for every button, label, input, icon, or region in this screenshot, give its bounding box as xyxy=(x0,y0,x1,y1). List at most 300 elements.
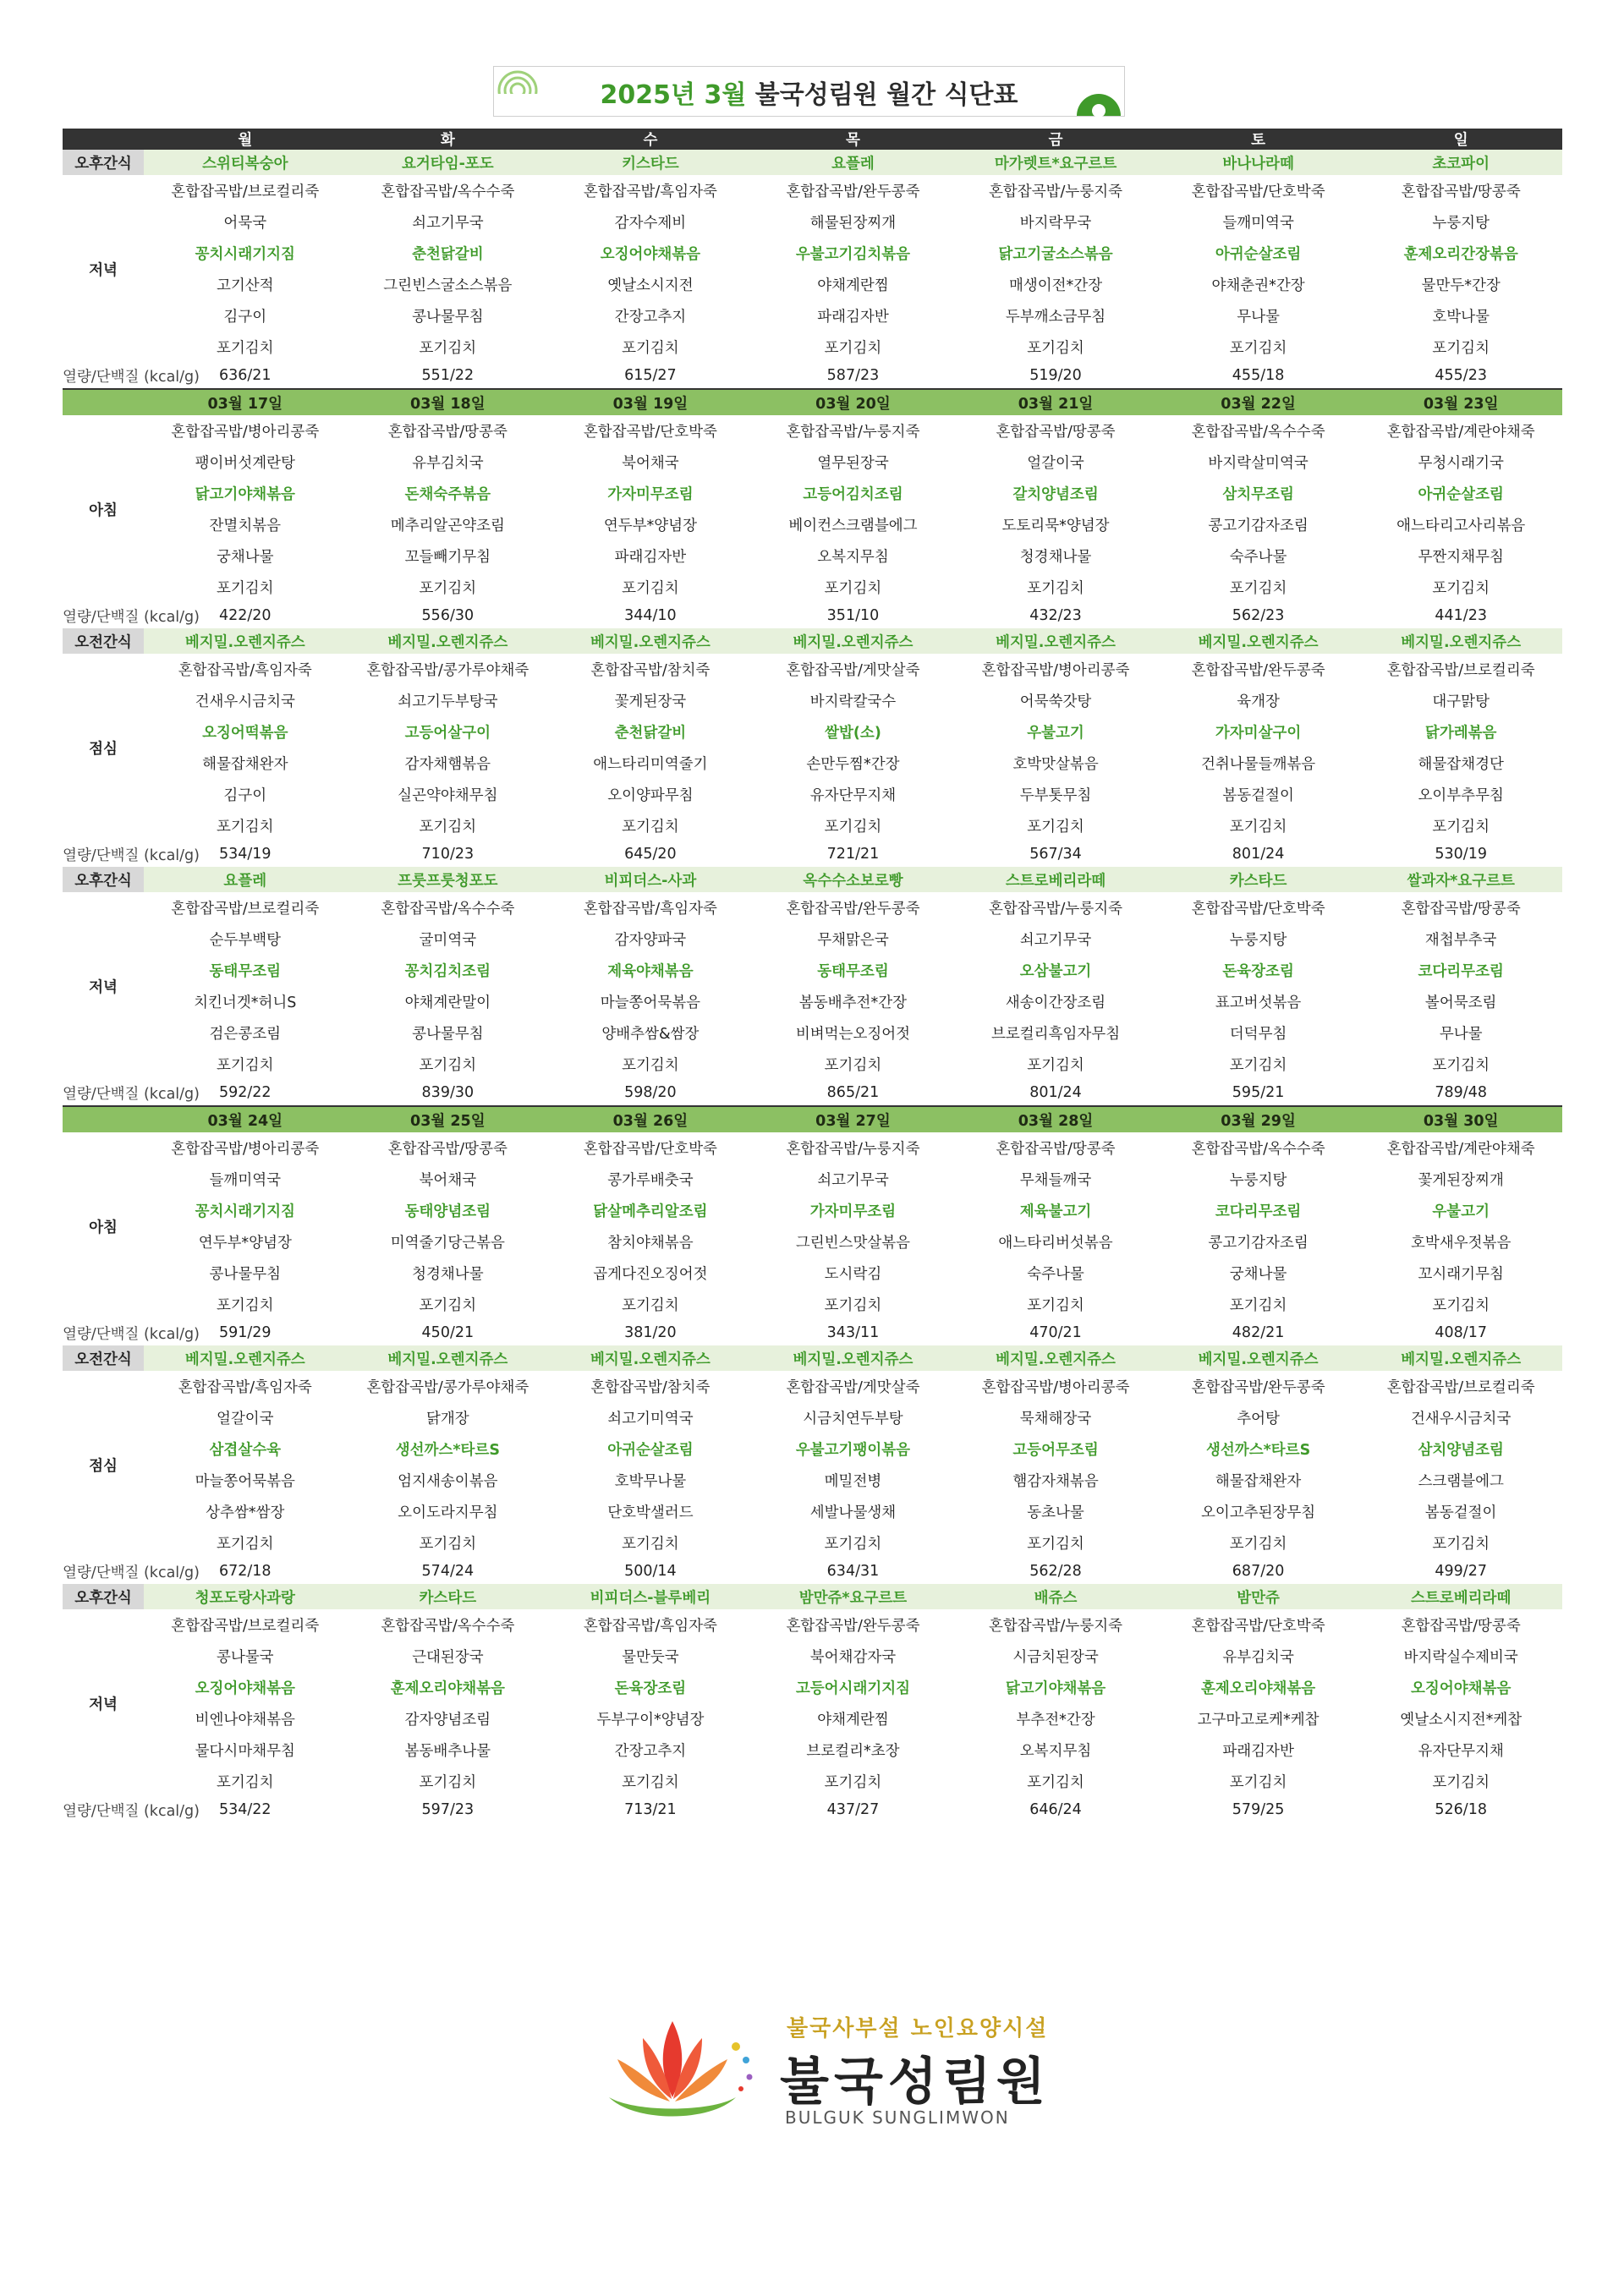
dish-item: 검은콩조림 xyxy=(209,1026,282,1043)
dish-item: 혼합잡곡밥/브로컬리죽 xyxy=(171,184,320,200)
date-cell: 03월 23일 xyxy=(1359,389,1562,415)
dish-item: 혼합잡곡밥/옥수수죽 xyxy=(1191,424,1325,441)
calorie-value: 526/18 xyxy=(1435,1801,1487,1818)
dish-item: 감자양파국 xyxy=(614,932,687,949)
dish-item: 혼합잡곡밥/참치죽 xyxy=(590,1379,710,1396)
dish-item: 포기김치 xyxy=(824,340,882,357)
dish-item: 포기김치 xyxy=(1229,1057,1287,1074)
dish-row xyxy=(63,1496,1562,1527)
dish-item: 무채맑은국 xyxy=(817,932,889,949)
dish-item: 혼합잡곡밥/옥수수죽 xyxy=(1191,1141,1325,1158)
snack-item: 비피더스-블루베리 xyxy=(549,1584,752,1609)
date-cell: 03월 27일 xyxy=(752,1106,955,1132)
dish-item: 혼합잡곡밥/병아리콩죽 xyxy=(981,662,1130,679)
dish-item: 혼합잡곡밥/누룽지죽 xyxy=(786,424,920,441)
dish-item: 고등어살구이 xyxy=(404,725,491,742)
calorie-value: 534/22 xyxy=(218,1801,272,1818)
dish-item: 포기김치 xyxy=(1229,580,1287,597)
dish-item: 파래김자반 xyxy=(817,309,889,326)
dish-item: 유자단무지채 xyxy=(809,787,897,804)
dish-item: 햄감자채볶음 xyxy=(1012,1473,1099,1490)
snack-item: 베지밀.오렌지쥬스 xyxy=(144,628,347,654)
dish-item: 혼합잡곡밥/단호박죽 xyxy=(583,1141,717,1158)
dish-item: 치킨너겟*허니S xyxy=(194,995,297,1011)
snack-row xyxy=(63,867,1562,892)
dish-row xyxy=(63,1164,1562,1195)
dish-item: 혼합잡곡밥/병아리콩죽 xyxy=(981,1379,1130,1396)
dish-row xyxy=(63,748,1562,779)
dish-item: 포기김치 xyxy=(1027,819,1084,836)
dish-item: 근대된장국 xyxy=(412,1649,484,1666)
calorie-value: 721/21 xyxy=(826,846,880,863)
calorie-value: 598/20 xyxy=(624,1084,677,1101)
lotus-logo-icon xyxy=(584,2004,761,2131)
dish-item: 팽이버섯계란탕 xyxy=(195,455,295,472)
dish-item: 닭고기굴소스볶음 xyxy=(998,246,1113,263)
dish-item: 혼합잡곡밥/브로컬리죽 xyxy=(171,1618,320,1635)
dish-row xyxy=(63,206,1562,238)
dish-item: 포기김치 xyxy=(216,1057,274,1074)
dish-item: 야채계란찜 xyxy=(817,277,889,294)
dish-item: 포기김치 xyxy=(622,340,679,357)
dish-item: 숙주나물 xyxy=(1229,549,1287,566)
dish-item: 꽃게된장국 xyxy=(614,693,687,710)
dish-item: 포기김치 xyxy=(419,1297,477,1314)
dish-item: 유부김치국 xyxy=(412,455,484,472)
dish-item: 콩고기감자조림 xyxy=(1208,518,1309,534)
meal-label: 저녁 xyxy=(63,892,144,1080)
dish-row xyxy=(63,447,1562,478)
snack-item: 스트로베리라떼 xyxy=(1359,1584,1562,1609)
dish-item: 김구이 xyxy=(223,787,267,804)
dish-item: 포기김치 xyxy=(1432,1057,1490,1074)
dish-item: 볼어묵조림 xyxy=(1424,995,1497,1011)
dish-item: 동태양념조림 xyxy=(404,1203,491,1220)
dish-item: 바지락무국 xyxy=(1019,215,1092,232)
dish-item: 엄지새송이볶음 xyxy=(398,1473,498,1490)
calorie-value: 672/18 xyxy=(218,1563,272,1580)
dish-item: 오복지무침 xyxy=(817,549,889,566)
dish-item: 손만두찜*간장 xyxy=(806,756,900,773)
dish-item: 꽁치시래기지짐 xyxy=(195,1203,295,1220)
dish-item: 해물잡채완자 xyxy=(202,756,288,773)
dish-item: 오징어야채볶음 xyxy=(195,1680,295,1697)
snack-item: 요거타임-포도 xyxy=(347,150,550,175)
dish-row xyxy=(63,1226,1562,1258)
calorie-value: 530/19 xyxy=(1435,846,1487,863)
meal-label: 아침 xyxy=(63,1132,144,1320)
calorie-row xyxy=(63,841,1562,867)
dish-item: 무청시래기국 xyxy=(1418,455,1504,472)
dish-item: 순두부백탕 xyxy=(209,932,282,949)
dish-item: 혼합잡곡밥/완두콩죽 xyxy=(786,184,920,200)
dish-item: 혼합잡곡밥/게맛살죽 xyxy=(786,662,920,679)
dish-item: 상추쌈*쌈장 xyxy=(206,1504,285,1521)
dish-item: 쇠고기무국 xyxy=(1019,932,1092,949)
dish-row xyxy=(63,779,1562,810)
dish-item: 포기김치 xyxy=(1229,1774,1287,1791)
dish-item: 혼합잡곡밥/누룽지죽 xyxy=(786,1141,920,1158)
dish-item: 콩나물무침 xyxy=(412,309,484,326)
dish-item: 혼합잡곡밥/단호박죽 xyxy=(1191,184,1325,200)
dish-item: 궁채나물 xyxy=(1229,1266,1287,1283)
meal-label: 아침 xyxy=(63,415,144,603)
dish-row xyxy=(63,955,1562,986)
dish-item: 해물된장찌개 xyxy=(809,215,897,232)
dish-item: 꽁치김치조림 xyxy=(404,963,491,980)
dish-item: 포기김치 xyxy=(622,1297,679,1314)
dish-item: 포기김치 xyxy=(824,1297,882,1314)
dish-item: 옛날소시지전*케찹 xyxy=(1400,1712,1522,1729)
dish-item: 얼갈이국 xyxy=(1027,455,1084,472)
dish-item: 건취나물들깨볶음 xyxy=(1200,756,1316,773)
dish-row xyxy=(63,1195,1562,1226)
dish-item: 돈채숙주볶음 xyxy=(404,486,491,503)
menu-body xyxy=(63,129,1562,1822)
dish-item: 삼치무조림 xyxy=(1222,486,1294,503)
dish-row xyxy=(63,1527,1562,1559)
meal-label: 점심 xyxy=(63,654,144,841)
calorie-value: 579/25 xyxy=(1232,1801,1285,1818)
title-name: 불국성림원 월간 식단표 xyxy=(754,80,1018,110)
logo-english: BULGUK SUNGLIMWON xyxy=(785,2107,1010,2128)
snack-item: 베지밀.오렌지쥬스 xyxy=(1359,628,1562,654)
dish-item: 닭가레볶음 xyxy=(1424,725,1497,742)
calorie-value: 710/23 xyxy=(421,846,475,863)
date-row xyxy=(63,389,1562,415)
dish-item: 혼합잡곡밥/참치죽 xyxy=(590,662,710,679)
snack-item: 카스타드 xyxy=(1157,867,1360,892)
dish-item: 고기산적 xyxy=(216,277,274,294)
dish-item: 고구마고로케*케찹 xyxy=(1197,1712,1320,1729)
dish-item: 야채계란말이 xyxy=(404,995,491,1011)
dish-item: 가자미살구이 xyxy=(1215,725,1302,742)
dish-item: 우불고기김치볶음 xyxy=(795,246,911,263)
day-header-blank xyxy=(63,129,144,150)
dish-item: 혼합잡곡밥/콩가루야채죽 xyxy=(366,1379,529,1396)
dish-item: 연두부*양념장 xyxy=(603,518,697,534)
calorie-value: 344/10 xyxy=(624,607,677,624)
logo-name: 불국성림원 xyxy=(780,2052,1051,2112)
date-cell: 03월 24일 xyxy=(144,1106,347,1132)
dish-item: 포기김치 xyxy=(419,819,477,836)
dish-row xyxy=(63,415,1562,447)
snack-item: 밤만쥬*요구르트 xyxy=(752,1584,955,1609)
dish-item: 춘천닭갈비 xyxy=(614,725,687,742)
calorie-value: 441/23 xyxy=(1435,607,1487,624)
calorie-value: 351/10 xyxy=(826,607,880,624)
day-header-4: 금 xyxy=(954,129,1157,150)
dish-item: 포기김치 xyxy=(824,1057,882,1074)
dish-item: 포기김치 xyxy=(1027,1536,1084,1553)
dish-item: 혼합잡곡밥/계란야채죽 xyxy=(1386,424,1535,441)
dish-item: 봄동배추전*간장 xyxy=(798,995,908,1011)
dish-item: 오이고추된장무침 xyxy=(1200,1504,1316,1521)
dish-item: 제육불고기 xyxy=(1019,1203,1092,1220)
dish-item: 오징어야채볶음 xyxy=(1411,1680,1512,1697)
calorie-value: 646/24 xyxy=(1029,1801,1082,1818)
dish-item: 곱게다진오징어젓 xyxy=(593,1266,708,1283)
date-cell: 03월 26일 xyxy=(549,1106,752,1132)
dish-item: 오이양파무침 xyxy=(607,787,694,804)
calorie-value: 839/30 xyxy=(421,1084,475,1101)
calorie-label: 열량/단백질 (kcal/g) xyxy=(63,1802,200,1820)
dish-item: 양배추쌈&쌈장 xyxy=(601,1026,700,1043)
dish-item: 혼합잡곡밥/흑임자죽 xyxy=(178,1379,312,1396)
dish-item: 혼합잡곡밥/누룽지죽 xyxy=(989,901,1123,918)
dish-item: 혼합잡곡밥/땅콩죽 xyxy=(387,424,508,441)
dish-item: 청경채나물 xyxy=(412,1266,484,1283)
dish-item: 오징어야채볶음 xyxy=(600,246,701,263)
dish-item: 물만두*간장 xyxy=(1421,277,1501,294)
dish-item: 혼합잡곡밥/땅콩죽 xyxy=(1401,901,1521,918)
dish-item: 더덕무침 xyxy=(1229,1026,1287,1043)
dish-item: 포기김치 xyxy=(1229,1536,1287,1553)
meal-label: 저녁 xyxy=(63,175,144,363)
dish-item: 포기김치 xyxy=(419,1774,477,1791)
dish-item: 아귀순살조림 xyxy=(1215,246,1302,263)
dish-item: 닭개장 xyxy=(425,1411,469,1427)
dish-item: 메추리알곤약조림 xyxy=(390,518,505,534)
dish-item: 열무된장국 xyxy=(817,455,889,472)
snack-row xyxy=(63,1584,1562,1609)
dish-item: 포기김치 xyxy=(1432,1774,1490,1791)
dish-item: 돈육장조림 xyxy=(1222,963,1294,980)
dish-item: 호박무나물 xyxy=(614,1473,687,1490)
dish-item: 물만둣국 xyxy=(622,1649,679,1666)
dish-item: 가자미무조림 xyxy=(809,1203,897,1220)
dish-item: 해물잡채경단 xyxy=(1418,756,1504,773)
dish-item: 제육야채볶음 xyxy=(607,963,694,980)
calorie-value: 865/21 xyxy=(826,1084,880,1101)
dish-item: 쇠고기미역국 xyxy=(607,1411,694,1427)
dish-item: 마늘쫑어묵볶음 xyxy=(195,1473,295,1490)
snack-label: 오전간식 xyxy=(63,628,144,654)
dish-item: 혼합잡곡밥/완두콩죽 xyxy=(1191,662,1325,679)
dish-item: 포기김치 xyxy=(1432,340,1490,357)
calorie-value: 645/20 xyxy=(624,846,677,863)
dish-item: 포기김치 xyxy=(1027,1297,1084,1314)
snack-row xyxy=(63,628,1562,654)
dish-item: 쇠고기두부탕국 xyxy=(398,693,498,710)
dish-item: 혼합잡곡밥/단호박죽 xyxy=(583,424,717,441)
dish-item: 묵채해장국 xyxy=(1019,1411,1092,1427)
date-cell: 03월 19일 xyxy=(549,389,752,415)
day-header-0: 월 xyxy=(144,129,347,150)
dish-item: 봄동겉절이 xyxy=(1424,1504,1497,1521)
dish-row xyxy=(63,478,1562,509)
dish-item: 시금치된장국 xyxy=(1012,1649,1099,1666)
dish-item: 오삼불고기 xyxy=(1019,963,1092,980)
dish-row xyxy=(63,509,1562,540)
dish-item: 간장고추지 xyxy=(614,309,687,326)
dish-item: 단호박샐러드 xyxy=(607,1504,694,1521)
dish-item: 청경채나물 xyxy=(1019,549,1092,566)
dish-row xyxy=(63,175,1562,206)
dish-item: 바지락칼국수 xyxy=(809,693,897,710)
snack-item: 밤만쥬 xyxy=(1157,1584,1360,1609)
snack-item: 베지밀.오렌지쥬스 xyxy=(752,628,955,654)
dish-item: 오이도라지무침 xyxy=(398,1504,498,1521)
date-cell: 03월 29일 xyxy=(1157,1106,1360,1132)
dish-item: 고등어시래기지짐 xyxy=(795,1680,911,1697)
dish-item: 바지락실수제비국 xyxy=(1403,1649,1518,1666)
dish-item: 무나물 xyxy=(1439,1026,1483,1043)
snack-item: 베지밀.오렌지쥬스 xyxy=(347,1345,550,1371)
calorie-value: 567/34 xyxy=(1029,846,1082,863)
dish-item: 무채들깨국 xyxy=(1019,1172,1092,1189)
logo-subtitle: 불국사부설 노인요양시설 xyxy=(787,2016,1049,2041)
dish-item: 콩고기감자조림 xyxy=(1208,1235,1309,1252)
dish-row xyxy=(63,1433,1562,1465)
snack-row xyxy=(63,1345,1562,1371)
calorie-row xyxy=(63,1797,1562,1822)
dish-item: 바지락살미역국 xyxy=(1208,455,1309,472)
dish-item: 표고버섯볶음 xyxy=(1215,995,1302,1011)
snack-item: 베지밀.오렌지쥬스 xyxy=(752,1345,955,1371)
dish-item: 추어탕 xyxy=(1237,1411,1280,1427)
dish-item: 혼합잡곡밥/병아리콩죽 xyxy=(171,1141,320,1158)
dish-item: 혼합잡곡밥/완두콩죽 xyxy=(786,901,920,918)
snack-item: 쌀과자*요구르트 xyxy=(1359,867,1562,892)
dish-item: 혼합잡곡밥/콩가루야채죽 xyxy=(366,662,529,679)
calorie-value: 470/21 xyxy=(1029,1324,1082,1341)
dish-row xyxy=(63,1465,1562,1496)
calorie-value: 551/22 xyxy=(421,367,475,384)
snack-row xyxy=(63,150,1562,175)
snack-item: 베지밀.오렌지쥬스 xyxy=(144,1345,347,1371)
snack-item: 베지밀.오렌지쥬스 xyxy=(1359,1345,1562,1371)
dish-row xyxy=(63,1766,1562,1797)
date-cell: 03월 22일 xyxy=(1157,389,1360,415)
dish-item: 옛날소시지전 xyxy=(607,277,694,294)
dish-row xyxy=(63,540,1562,572)
dish-item: 돈육장조림 xyxy=(614,1680,687,1697)
dish-item: 물다시마채무침 xyxy=(195,1743,295,1760)
snack-item: 요플레 xyxy=(752,150,955,175)
dish-item: 부추전*간장 xyxy=(1016,1712,1095,1729)
dish-item: 포기김치 xyxy=(1432,1297,1490,1314)
dish-item: 들깨미역국 xyxy=(209,1172,282,1189)
date-cell: 03월 17일 xyxy=(144,389,347,415)
half-circle-deco-icon xyxy=(1065,67,1124,116)
day-header-1: 화 xyxy=(347,129,550,150)
snack-label: 오후간식 xyxy=(63,867,144,892)
dish-item: 유부김치국 xyxy=(1222,1649,1294,1666)
dish-item: 잔멸치볶음 xyxy=(209,518,282,534)
dish-item: 가자미무조림 xyxy=(607,486,694,503)
dish-row xyxy=(63,269,1562,300)
snack-item: 스트로베리라떼 xyxy=(954,867,1157,892)
dish-item: 포기김치 xyxy=(622,1536,679,1553)
dish-item: 포기김치 xyxy=(1229,819,1287,836)
dish-item: 콩나물국 xyxy=(216,1649,274,1666)
snack-item: 베지밀.오렌지쥬스 xyxy=(954,628,1157,654)
day-header-3: 목 xyxy=(752,129,955,150)
dish-item: 꼬들빼기무침 xyxy=(404,549,491,566)
dish-item: 야채춘권*간장 xyxy=(1211,277,1305,294)
dish-item: 새송이간장조림 xyxy=(1005,995,1106,1011)
dish-item: 혼합잡곡밥/옥수수죽 xyxy=(381,184,515,200)
dish-item: 포기김치 xyxy=(1432,819,1490,836)
logo xyxy=(584,2004,1091,2140)
calorie-row xyxy=(63,1080,1562,1106)
dish-item: 포기김치 xyxy=(1027,1057,1084,1074)
snack-item: 요플레 xyxy=(144,867,347,892)
dish-item: 닭고기야채볶음 xyxy=(195,486,295,503)
dish-item: 포기김치 xyxy=(824,1536,882,1553)
dish-item: 두부구이*양념장 xyxy=(596,1712,705,1729)
dish-item: 포기김치 xyxy=(1432,580,1490,597)
calorie-value: 500/14 xyxy=(624,1563,677,1580)
calorie-value: 519/20 xyxy=(1029,367,1082,384)
dish-item: 건새우시금치국 xyxy=(195,693,295,710)
dish-item: 무짠지채무침 xyxy=(1418,549,1504,566)
dish-row xyxy=(63,572,1562,603)
dish-item: 혼합잡곡밥/흑임자죽 xyxy=(178,662,312,679)
day-header-2: 수 xyxy=(549,129,752,150)
dish-row xyxy=(63,892,1562,923)
dish-item: 유자단무지채 xyxy=(1418,1743,1504,1760)
date-row xyxy=(63,1106,1562,1132)
dish-item: 혼합잡곡밥/땅콩죽 xyxy=(1401,1618,1521,1635)
snack-item: 프룻프룻청포도 xyxy=(347,867,550,892)
title-prefix: 2025년 3월 xyxy=(600,80,747,110)
dish-item: 혼합잡곡밥/브로컬리죽 xyxy=(1386,1379,1535,1396)
dish-item: 야채계란찜 xyxy=(817,1712,889,1729)
dish-item: 우불고기 xyxy=(1432,1203,1490,1220)
calorie-label: 열량/단백질 (kcal/g) xyxy=(63,847,200,864)
dish-row xyxy=(63,1049,1562,1080)
dish-item: 연두부*양념장 xyxy=(198,1235,292,1252)
calorie-value: 615/27 xyxy=(624,367,677,384)
dish-item: 얼갈이국 xyxy=(216,1411,274,1427)
dish-item: 무나물 xyxy=(1237,309,1280,326)
calorie-value: 595/21 xyxy=(1232,1084,1285,1101)
dish-item: 북어채국 xyxy=(419,1172,477,1189)
date-cell: 03월 30일 xyxy=(1359,1106,1562,1132)
dish-item: 혼합잡곡밥/흑임자죽 xyxy=(583,1618,717,1635)
dish-item: 포기김치 xyxy=(216,819,274,836)
dish-row xyxy=(63,1017,1562,1049)
dish-item: 포기김치 xyxy=(1027,340,1084,357)
dish-item: 오복지무침 xyxy=(1019,1743,1092,1760)
dish-item: 혼합잡곡밥/땅콩죽 xyxy=(996,1141,1116,1158)
calorie-label: 열량/단백질 (kcal/g) xyxy=(63,1085,200,1103)
dish-item: 누룽지탕 xyxy=(1432,215,1490,232)
dish-item: 숙주나물 xyxy=(1027,1266,1084,1283)
dish-item: 브로컬리*초장 xyxy=(806,1743,900,1760)
day-header-5: 토 xyxy=(1157,129,1360,150)
snack-item: 베지밀.오렌지쥬스 xyxy=(549,1345,752,1371)
dish-row xyxy=(63,1672,1562,1703)
dish-row xyxy=(63,1641,1562,1672)
dish-item: 우불고기 xyxy=(1027,725,1084,742)
dish-item: 감자양념조림 xyxy=(404,1712,491,1729)
snack-item: 카스타드 xyxy=(347,1584,550,1609)
dish-item: 꽁치시래기지짐 xyxy=(195,246,295,263)
dish-item: 누룽지탕 xyxy=(1229,1172,1287,1189)
dish-item: 북어채국 xyxy=(622,455,679,472)
dish-item: 포기김치 xyxy=(216,1536,274,1553)
calorie-value: 562/23 xyxy=(1232,607,1285,624)
calorie-value: 455/23 xyxy=(1435,367,1487,384)
dish-row xyxy=(63,685,1562,716)
calorie-value: 591/29 xyxy=(218,1324,272,1341)
dish-item: 호박맛살볶음 xyxy=(1012,756,1099,773)
snack-item: 키스타드 xyxy=(549,150,752,175)
calorie-value: 574/24 xyxy=(421,1563,475,1580)
